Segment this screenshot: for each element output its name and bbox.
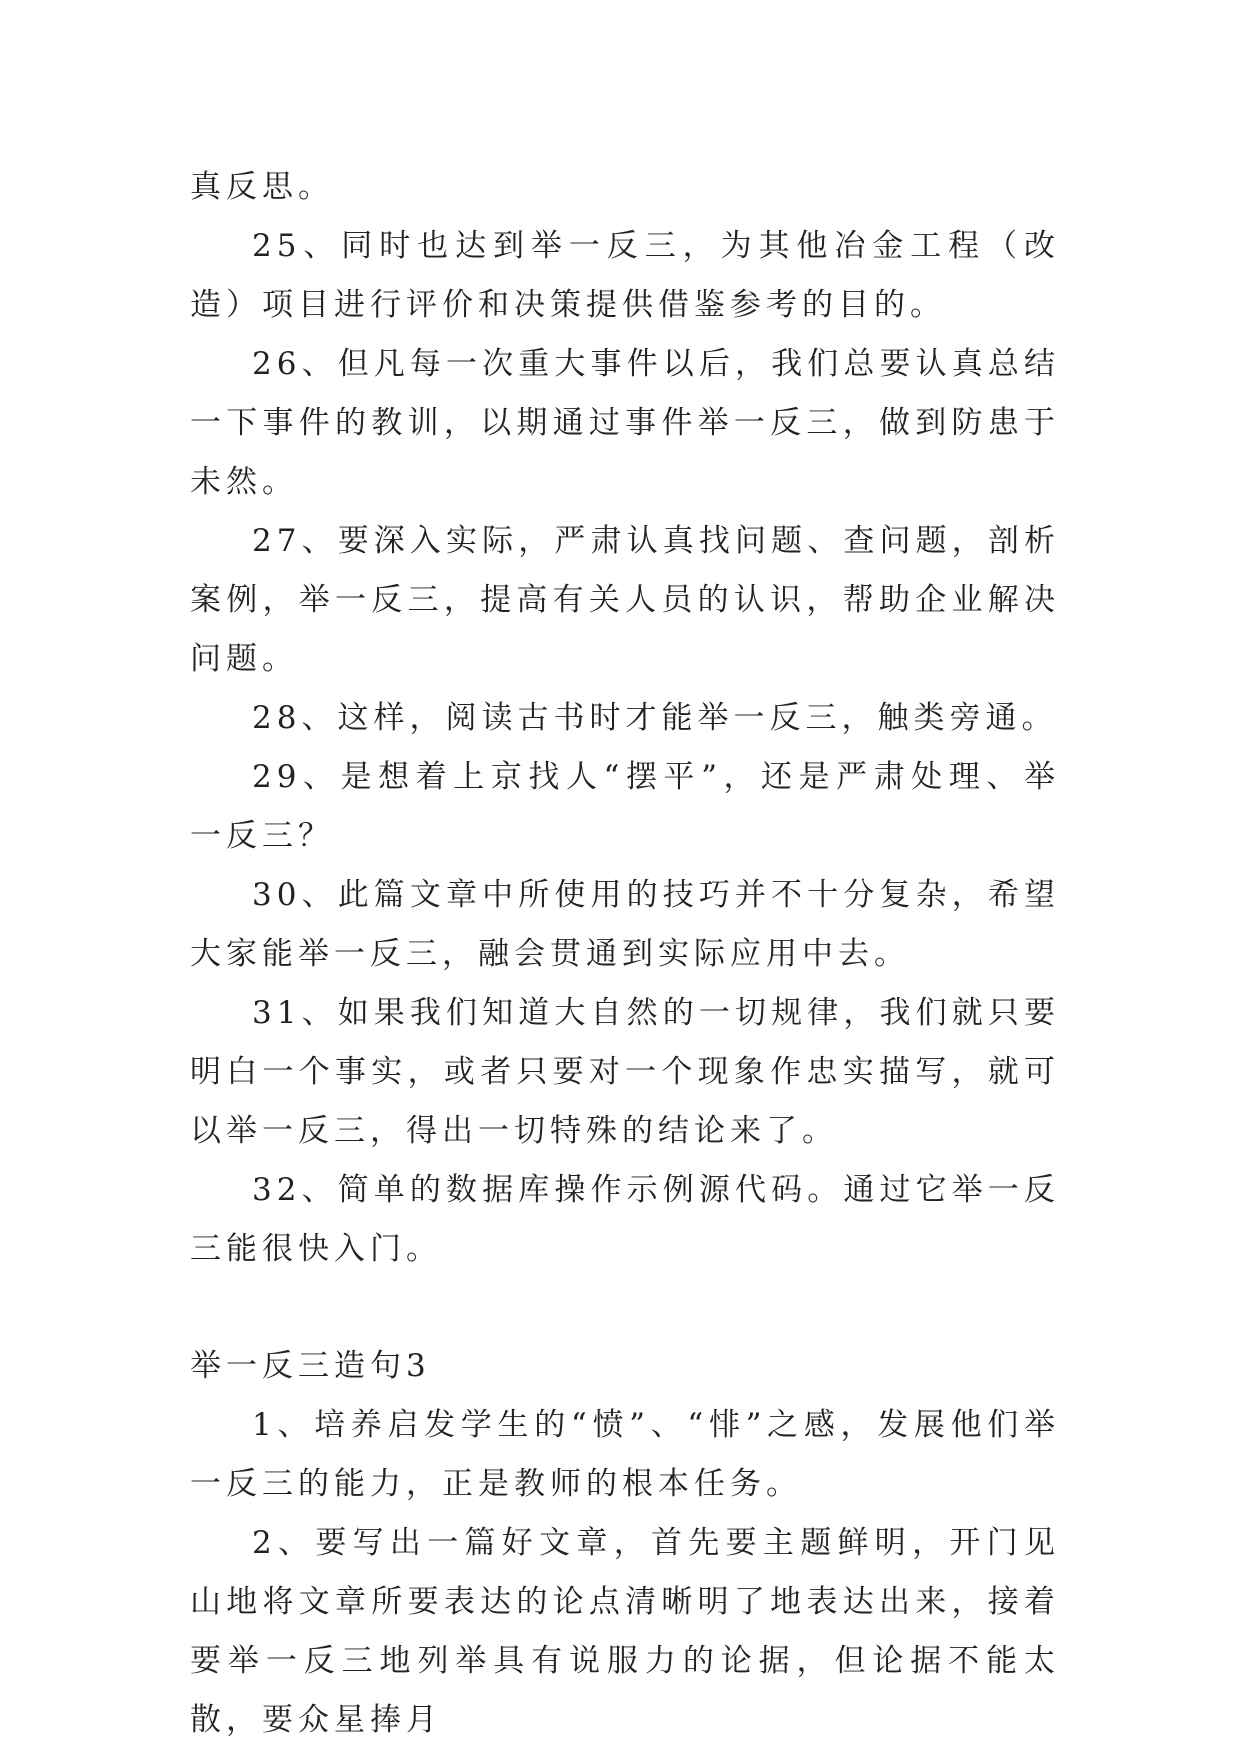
paragraph-25: 25、同时也达到举一反三，为其他冶金工程（改造）项目进行评价和决策提供借鉴参考的目的。 — [190, 228, 1060, 323]
paragraph-28: 28、这样，阅读古书时才能举一反三，触类旁通。 — [252, 700, 1058, 736]
section-heading: 举一反三造句3 — [190, 1348, 431, 1384]
paragraph-s3-1: 1、培养启发学生的“愤”、“悱”之感，发展他们举一反三的能力，正是教师的根本任务。 — [190, 1407, 1060, 1502]
paragraph-24-tail: 真反思。 — [190, 169, 334, 205]
paragraph-27: 27、要深入实际，严肃认真找问题、查问题，剖析案例，举一反三，提高有关人员的认识，帮助企业解决问题。 — [190, 523, 1060, 677]
paragraph-s3-2: 2、要写出一篇好文章，首先要主题鲜明，开门见山地将文章所要表达的论点清晰明了地表达出来，接着要举一反三地列举具有说服力的论据，但论据不能太散，要众星捧月 — [190, 1525, 1060, 1738]
paragraph-26: 26、但凡每一次重大事件以后，我们总要认真总结一下事件的教训，以期通过事件举一反三，做到防患于未然。 — [190, 346, 1060, 500]
paragraph-32: 32、简单的数据库操作示例源代码。通过它举一反三能很快入门。 — [190, 1172, 1060, 1267]
paragraph-29: 29、是想着上京找人“摆平”，还是严肃处理、举一反三？ — [190, 759, 1060, 854]
document-body — [190, 158, 1060, 1750]
paragraph-30: 30、此篇文章中所使用的技巧并不十分复杂，希望大家能举一反三，融会贯通到实际应用中去。 — [190, 877, 1060, 972]
paragraph-31: 31、如果我们知道大自然的一切规律，我们就只要明白一个事实，或者只要对一个现象作忠实描写，就可以举一反三，得出一切特殊的结论来了。 — [190, 995, 1060, 1149]
